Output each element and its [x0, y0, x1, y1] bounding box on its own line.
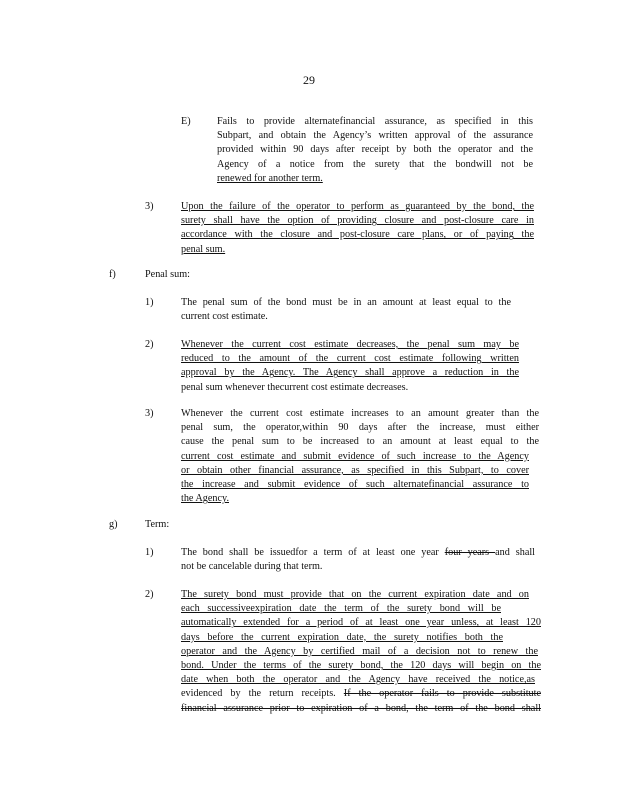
text-line: the increase and submit evidence of such alternatefinancial assurance to: [181, 479, 529, 491]
text-line: current cost estimate.: [181, 311, 268, 323]
text-line: automatically extended for a period of at least one year unless, at least 120: [181, 617, 541, 629]
item-label-f2: 2): [145, 339, 154, 350]
item-label-f3: 3): [145, 408, 154, 419]
section-heading-term: Term:: [145, 519, 170, 530]
text-line: Whenever the current cost estimate increases to an amount greater than the: [181, 408, 539, 419]
text-line: the Agency.: [181, 493, 229, 505]
section-heading-penal-sum: Penal sum:: [145, 269, 190, 280]
text-line: The penal sum of the bond must be in an amount at least equal to the: [181, 297, 511, 308]
text-line: The surety bond must provide that on the current expiration date and on: [181, 589, 529, 600]
text-segment: evidenced by the return receipts.: [181, 688, 344, 700]
text-line: Fails to provide alternatefinancial assurance, as specified in this: [217, 116, 533, 127]
paragraph-3: [181, 200, 534, 257]
paragraph-f3: [181, 407, 539, 506]
text-segment: The bond shall be issuedfor a term of at least one year: [181, 547, 445, 558]
text-line: reduced to the amount of the current cost estimate following written: [181, 353, 519, 365]
section-label-g: g): [109, 519, 118, 530]
paragraph-e: [217, 115, 533, 186]
page-number: 29: [303, 73, 315, 87]
text-line: penal sum whenever thecurrent cost estimate decreases.: [181, 381, 409, 393]
struck-text-line: financial assurance prior to expiration of a bond, the term of the bond shall: [181, 702, 541, 714]
struck-text: If the operator fails to provide substitute: [343, 688, 541, 700]
item-label-g1: 1): [145, 547, 154, 558]
section-label-f: f): [109, 269, 116, 280]
text-line: accordance with the closure and post-closure care plans, or of paying the: [181, 229, 534, 241]
text-line: days before the current expiration date, the surety notifies both the: [181, 631, 503, 643]
struck-text: four years: [444, 547, 496, 558]
text-line: approval by the Agency. The Agency shall approve a reduction in the: [181, 367, 519, 379]
text-segment: and shall: [495, 547, 535, 558]
text-line: operator and the Agency by certified mail of a decision not to renew the: [181, 645, 538, 657]
text-line: provided within 90 days after receipt by both the operator and the: [217, 144, 533, 156]
text-line: not be cancelable during that term.: [181, 561, 323, 573]
text-line: Whenever the current cost estimate decreases, the penal sum may be: [181, 339, 519, 350]
item-label-e: E): [181, 116, 191, 127]
text-line: penal sum, the operator,within 90 days after the increase, must either: [181, 422, 539, 434]
text-line: or obtain other financial assurance, as specified in this Subpart, to cover: [181, 464, 529, 476]
text-line: bond. Under the terms of the surety bond, the 120 days will begin on the: [181, 660, 541, 672]
paragraph-f1: [181, 296, 511, 324]
underlined-text: renewed for another term.: [217, 172, 323, 184]
paragraph-f2: [181, 338, 519, 395]
text-line: Agency of a notice from the surety that the bondwill not be: [217, 158, 533, 170]
text-line: surety shall have the option of providing closure and post-closure care in: [181, 215, 534, 227]
paragraph-g2: [181, 588, 541, 716]
text-line: each successiveexpiration date the term of the surety bond will be: [181, 603, 501, 615]
paragraph-g1: [181, 546, 535, 574]
item-label-3: 3): [145, 201, 154, 212]
text-line: Upon the failure of the operator to perform as guaranteed by the bond, the: [181, 201, 534, 212]
text-line: cause the penal sum to be increased to an amount at least equal to the: [181, 436, 539, 448]
text-line: penal sum.: [181, 243, 226, 255]
text-line: current cost estimate and submit evidence of such increase to the Agency: [181, 450, 529, 462]
text-line: Subpart, and obtain the Agency’s written approval of the assurance: [217, 130, 533, 142]
item-label-f1: 1): [145, 297, 154, 308]
item-label-g2: 2): [145, 589, 154, 600]
text-line: date when both the operator and the Agency have received the notice,as: [181, 674, 535, 686]
